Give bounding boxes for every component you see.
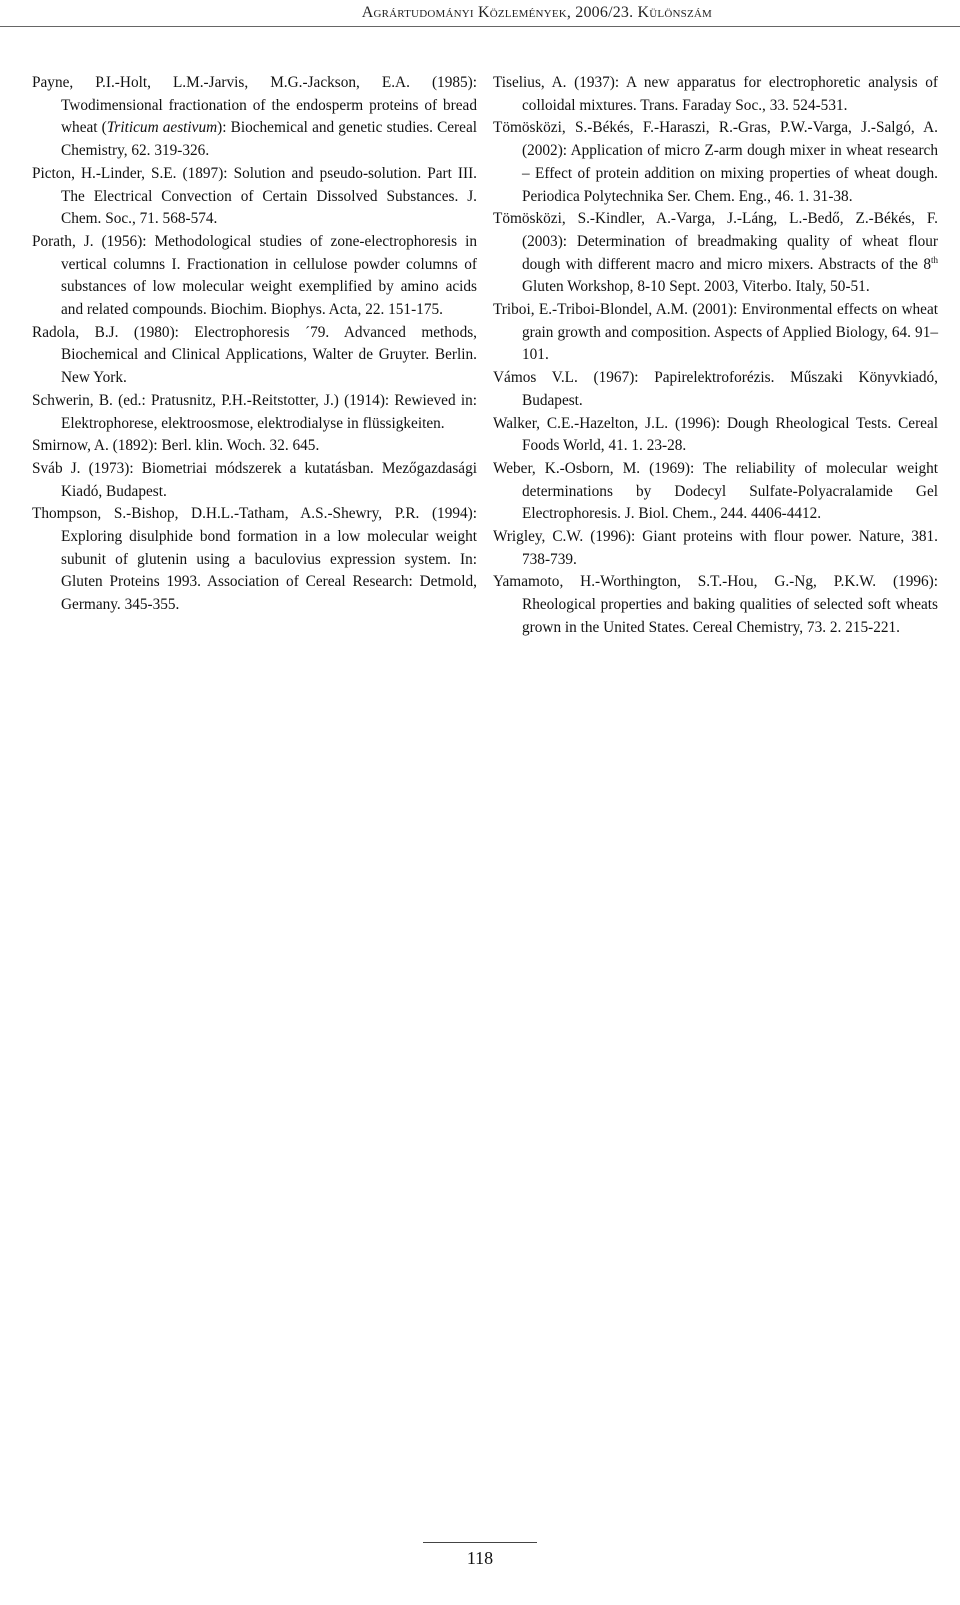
reference-yamamoto: Yamamoto, H.-Worthington, S.T.-Hou, G.-Ng, P.K.W. (1996): Rheological properties and baking qualities of selected soft wheats grown in the United States. Cereal Chemistry, 73. 2. 215-221. [493,573,938,636]
reference-porath: Porath, J. (1956): Methodological studies of zone-electrophoresis in vertical columns I. Fractionation in cellulose powder columns of substances of low molecular weight exemplified by amino acids and related compounds. Biochim. Biophys. Acta, 22. 151-175. [32,232,477,319]
reference-tomoskozi-2003-text-1: Tömösközi, S.-Kindler, A.-Varga, J.-Láng, L.-Bedő, Z.-Békés, F. (2003): Determination of breadmaking quality of wheat flour dough with different macro and micro mixers. Abstracts of the 8 [493,210,938,273]
reference-svab: Sváb J. (1973): Biometriai módszerek a kutatásban. Mezőgazdasági Kiadó, Budapest. [32,459,477,500]
reference-schwerin: Schwerin, B. (ed.: Pratusnitz, P.H.-Reitstotter, J.) (1914): Rewieved in: Elektrophorese, elektroosmose, elektrodialyse in flüssigkeiten. [32,391,477,432]
ordinal-suffix: th [930,254,938,265]
reference-weber: Weber, K.-Osborn, M. (1969): The reliability of molecular weight determinations by Dodecyl Sulfate-Polyacralamide Gel Electrophoresis. J. Biol. Chem., 244. 4406-4412. [493,459,938,523]
reference-payne [32,72,477,163]
reference-payne-text-2: ): Biochemical and genetic studies. Cereal Chemistry, 62. 319-326. [61,119,477,160]
reference-vamos: Vámos V.L. (1967): Papirelektroforézis. Műszaki Könyvkiadó, Budapest. [493,369,938,409]
left-column [32,72,477,617]
reference-picton: Picton, H.-Linder, S.E. (1897): Solution and pseudo-solution. Part III. The Electrical Convection of Certain Dissolved Substances. J. Chem. Soc., 71. 568-574. [32,164,477,228]
reference-tomoskozi-2003-text-2: Gluten Workshop, 8-10 Sept. 2003, Viterbo. Italy, 50-51. [522,278,870,296]
journal-title: Agrártudományi Közlemények, 2006/23. Különszám [361,4,712,21]
page-number: 118 [466,1548,494,1568]
reference-tomoskozi-2003 [493,208,938,299]
right-column [493,72,938,640]
header-divider [0,26,960,27]
reference-radola: Radola, B.J. (1980): Electrophoresis ´79. Advanced methods, Biochemical and Clinical Applications, Walter de Gruyter. Berlin. New York. [32,323,477,387]
reference-wrigley: Wrigley, C.W. (1996): Giant proteins with flour power. Nature, 381. 738-739. [493,528,938,568]
footer-divider [423,1542,537,1543]
reference-thompson: Thompson, S.-Bishop, D.H.L.-Tatham, A.S.-Shewry, P.R. (1994): Exploring disulphide bond formation in a low molecular weight subunit of glutenin using a baculovius expression system. In: Gluten Proteins 1993. Association of Cereal Research: Detmold, Germany. 345-355. [32,505,477,614]
reference-payne-species: Triticum aestivum [106,119,218,137]
reference-triboi: Triboi, E.-Triboi-Blondel, A.M. (2001): Environmental effects on wheat grain growth and composition. Aspects of Applied Biology, 64. 91–101. [493,301,938,364]
reference-payne-text-1: Payne, P.I.-Holt, L.M.-Jarvis, M.G.-Jackson, E.A. (1985): Twodimensional fractionation of the endosperm proteins of bread wheat ( [32,74,477,137]
running-header [0,0,960,30]
reference-tiselius: Tiselius, A. (1937): A new apparatus for electrophoretic analysis of colloidal mixtures. Trans. Faraday Soc., 33. 524-531. [493,74,938,114]
reference-smirnow: Smirnow, A. (1892): Berl. klin. Woch. 32. 645. [32,437,320,455]
reference-tomoskozi-2002: Tömösközi, S.-Békés, F.-Haraszi, R.-Gras, P.W.-Varga, J.-Salgó, A. (2002): Application of micro Z-arm dough mixer in wheat research – Effect of protein addition on mixing properties of wheat dough. Periodica Polytechnika Ser. Chem. Eng., 46. 1. 31-38. [493,119,938,205]
reference-walker: Walker, C.E.-Hazelton, J.L. (1996): Dough Rheological Tests. Cereal Foods World, 41. 1. 23-28. [493,414,938,455]
